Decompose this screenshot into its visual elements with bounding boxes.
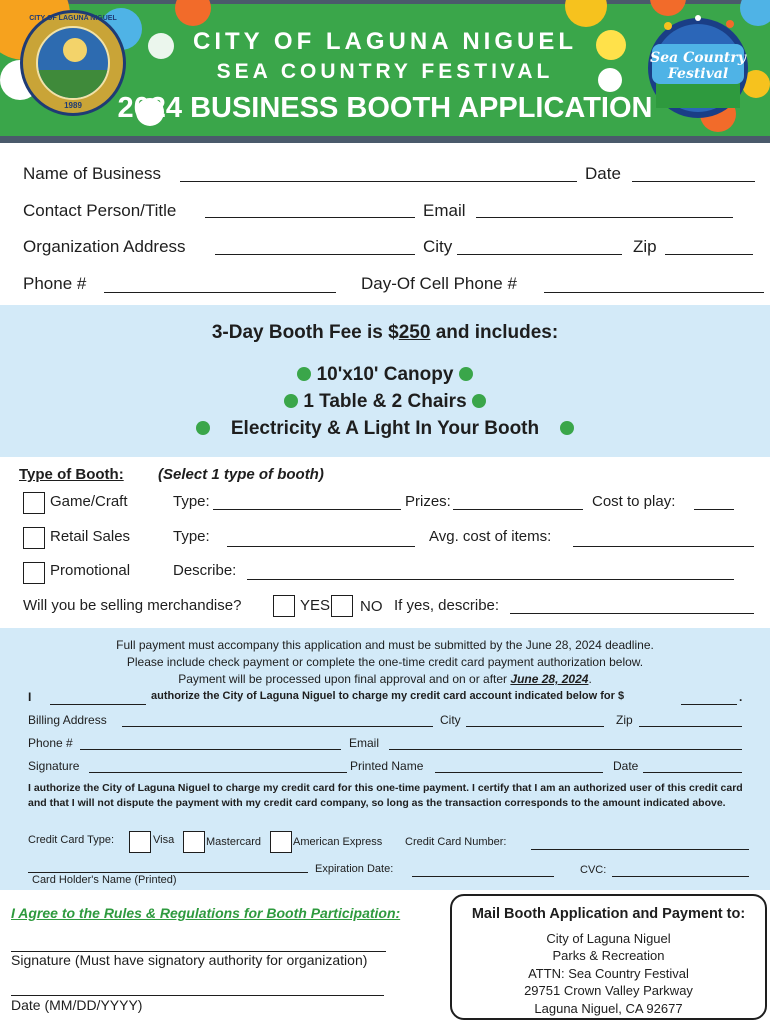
merchandise-yes-checkbox[interactable] — [273, 595, 295, 617]
mailing-heading: Mail Booth Application and Payment to: — [471, 906, 746, 922]
mailing-address-box — [450, 894, 767, 1020]
day-of-cell-field[interactable] — [544, 292, 764, 293]
business-name-label: Name of Business — [23, 164, 161, 183]
billing-signature-label: Signature — [28, 759, 80, 773]
seal-hills — [38, 70, 110, 100]
billing-zip-field[interactable] — [639, 726, 742, 727]
payment-instruction-3 — [0, 672, 770, 686]
if-yes-describe-label: If yes, describe: — [394, 597, 500, 614]
agreement-signature-label: Signature (Must have signatory authority for organization) — [11, 952, 368, 968]
zip-label: Zip — [633, 237, 657, 256]
merchandise-describe-field[interactable] — [510, 613, 754, 614]
header-banner — [0, 0, 770, 143]
header-bottom-strip — [0, 136, 770, 143]
visa-checkbox[interactable] — [129, 831, 151, 853]
phone-label: Phone # — [23, 274, 87, 293]
mailing-line: Laguna Niguel, CA 92677 — [534, 1001, 683, 1016]
card-holder-name-label: Card Holder's Name (Printed) — [32, 874, 177, 886]
auth-amount-field[interactable] — [681, 704, 737, 705]
fee-title-suffix: and includes: — [430, 322, 559, 343]
mailing-line: Parks & Recreation — [552, 948, 665, 963]
payment-instruction-1: Full payment must accompany this application and must be submitted by the June 28, 2024 deadline. — [116, 638, 654, 652]
printed-name-field[interactable] — [435, 772, 603, 773]
bullet-dot-icon — [472, 394, 486, 408]
festival-logo-text-1: Sea Country — [650, 50, 746, 66]
merchandise-yes-label: YES — [300, 597, 331, 614]
billing-address-label: Billing Address — [28, 713, 107, 727]
festival-logo-text-2: Festival — [667, 66, 729, 82]
agreement-date-label: Date (MM/DD/YYYY) — [11, 997, 143, 1013]
game-craft-checkbox[interactable] — [23, 492, 45, 514]
fee-item-table — [0, 391, 770, 413]
retail-sales-label: Retail Sales — [50, 528, 131, 545]
prizes-label: Prizes: — [405, 493, 451, 510]
bullet-dot-icon — [560, 421, 574, 435]
describe-label: Describe: — [173, 562, 237, 579]
retail-type-label: Type: — [173, 528, 210, 545]
cost-to-play-label: Cost to play: — [592, 493, 676, 510]
billing-email-label: Email — [349, 736, 380, 750]
cvc-field[interactable] — [612, 876, 749, 877]
retail-type-field[interactable] — [227, 546, 415, 547]
phone-field[interactable] — [104, 292, 336, 293]
booth-type-heading: Type of Booth: — [19, 466, 124, 483]
card-holder-name-field[interactable] — [28, 872, 308, 873]
billing-city-label: City — [440, 713, 461, 727]
fee-item-electricity — [0, 418, 770, 440]
day-of-cell-label: Day-Of Cell Phone # — [361, 274, 517, 293]
amex-checkbox[interactable] — [270, 831, 292, 853]
expiration-label: Expiration Date: — [315, 863, 394, 875]
merchandise-no-label: NO — [360, 598, 383, 615]
billing-phone-field[interactable] — [80, 749, 341, 750]
email-field[interactable] — [476, 217, 733, 218]
billing-zip-label: Zip — [616, 713, 633, 727]
game-type-field[interactable] — [213, 509, 401, 510]
city-seal-logo — [20, 10, 126, 116]
card-type-label: Credit Card Type: — [28, 834, 115, 846]
visa-label: Visa — [153, 834, 175, 846]
festival-logo — [638, 12, 758, 118]
seal-ring-text: CITY OF LAGUNA NIGUEL — [29, 15, 117, 22]
date-label: Date — [585, 164, 621, 183]
card-number-label: Credit Card Number: — [405, 836, 507, 848]
promotional-describe-field[interactable] — [247, 579, 734, 580]
printed-name-label: Printed Name — [350, 759, 424, 773]
page-title: 2024 BUSINESS BOOTH APPLICATION — [117, 92, 653, 124]
bullet-dot-icon — [297, 367, 311, 381]
mailing-line: City of Laguna Niguel — [546, 931, 671, 946]
card-number-field[interactable] — [531, 849, 749, 850]
mailing-line: 29751 Crown Valley Parkway — [524, 983, 693, 998]
fee-title-text: 3-Day Booth Fee is $ — [211, 322, 399, 343]
zip-field[interactable] — [665, 254, 753, 255]
org-address-field[interactable] — [215, 254, 415, 255]
mastercard-label: Mastercard — [206, 836, 262, 848]
payment-instruction-3-end: . — [588, 672, 592, 686]
payment-instruction-3-text: Payment will be processed upon final approval and on or after — [178, 672, 511, 686]
contact-person-field[interactable] — [205, 217, 415, 218]
booth-fee-title — [0, 322, 770, 344]
authorization-statement: I authorize the City of Laguna Niguel to charge my credit card for this one-time payment. I certify that I am an authorized user of this credit card and that I will not dispute the payment with my credit card company, so long as the transaction corresponds to the amount indicated above. — [28, 782, 743, 809]
header-title-city: CITY OF LAGUNA NIGUEL — [193, 28, 577, 55]
avg-cost-label: Avg. cost of items: — [429, 528, 552, 545]
seal-sun — [63, 38, 87, 62]
auth-name-field[interactable] — [50, 704, 146, 705]
auth-period: . — [739, 690, 743, 704]
game-type-label: Type: — [173, 493, 210, 510]
rules-agreement-link[interactable]: I Agree to the Rules & Regulations for Booth Participation: — [11, 905, 401, 921]
cvc-label: CVC: — [580, 864, 607, 876]
fee-item-text: Electricity & A Light In Your Booth — [230, 418, 540, 439]
avg-cost-field[interactable] — [573, 546, 754, 547]
merchandise-no-checkbox[interactable] — [331, 595, 353, 617]
billing-date-label: Date — [613, 759, 639, 773]
billing-address-field[interactable] — [122, 726, 433, 727]
fee-amount: 250 — [398, 322, 431, 343]
bullet-dot-icon — [284, 394, 298, 408]
mastercard-checkbox[interactable] — [183, 831, 205, 853]
billing-email-field[interactable] — [389, 749, 742, 750]
city-field[interactable] — [457, 254, 622, 255]
billing-city-field[interactable] — [466, 726, 604, 727]
seal-year: 1989 — [64, 101, 82, 110]
payment-instruction-2: Please include check payment or complete the one-time credit card payment authorization below. — [126, 655, 644, 669]
billing-signature-field[interactable] — [89, 772, 347, 773]
fee-item-text: 10'x10' Canopy — [316, 364, 454, 385]
business-name-field[interactable] — [180, 181, 577, 182]
promotional-label: Promotional — [50, 562, 131, 579]
agreement-date-field[interactable] — [11, 995, 384, 996]
fee-item-canopy — [0, 364, 770, 386]
bullet-dot-icon — [196, 421, 210, 435]
confetti-dot — [175, 0, 211, 26]
mailing-line: ATTN: Sea Country Festival — [528, 966, 689, 981]
city-label: City — [423, 237, 453, 256]
confetti-dot — [565, 0, 607, 27]
bullet-dot-icon — [459, 367, 473, 381]
contact-person-label: Contact Person/Title — [23, 201, 177, 220]
promotional-checkbox[interactable] — [23, 562, 45, 584]
auth-i: I — [28, 690, 32, 704]
prizes-field[interactable] — [453, 509, 583, 510]
auth-charge-text: authorize the City of Laguna Niguel to charge my credit card account indicated below for $ — [151, 690, 625, 702]
billing-date-field[interactable] — [643, 772, 742, 773]
booth-type-instruction: (Select 1 type of booth) — [158, 466, 324, 483]
billing-phone-label: Phone # — [28, 736, 73, 750]
seal-emblem — [36, 26, 110, 100]
cost-to-play-field[interactable] — [694, 509, 734, 510]
amex-label: American Express — [293, 836, 383, 848]
retail-sales-checkbox[interactable] — [23, 527, 45, 549]
merchandise-question: Will you be selling merchandise? — [23, 597, 242, 614]
header-title-festival: SEA COUNTRY FESTIVAL — [216, 60, 554, 83]
fee-item-text: 1 Table & 2 Chairs — [303, 391, 467, 412]
email-label: Email — [423, 201, 466, 220]
payment-date: June 28, 2024 — [510, 672, 589, 686]
expiration-field[interactable] — [412, 876, 554, 877]
date-field[interactable] — [632, 181, 755, 182]
game-craft-label: Game/Craft — [50, 493, 128, 510]
org-address-label: Organization Address — [23, 237, 186, 256]
